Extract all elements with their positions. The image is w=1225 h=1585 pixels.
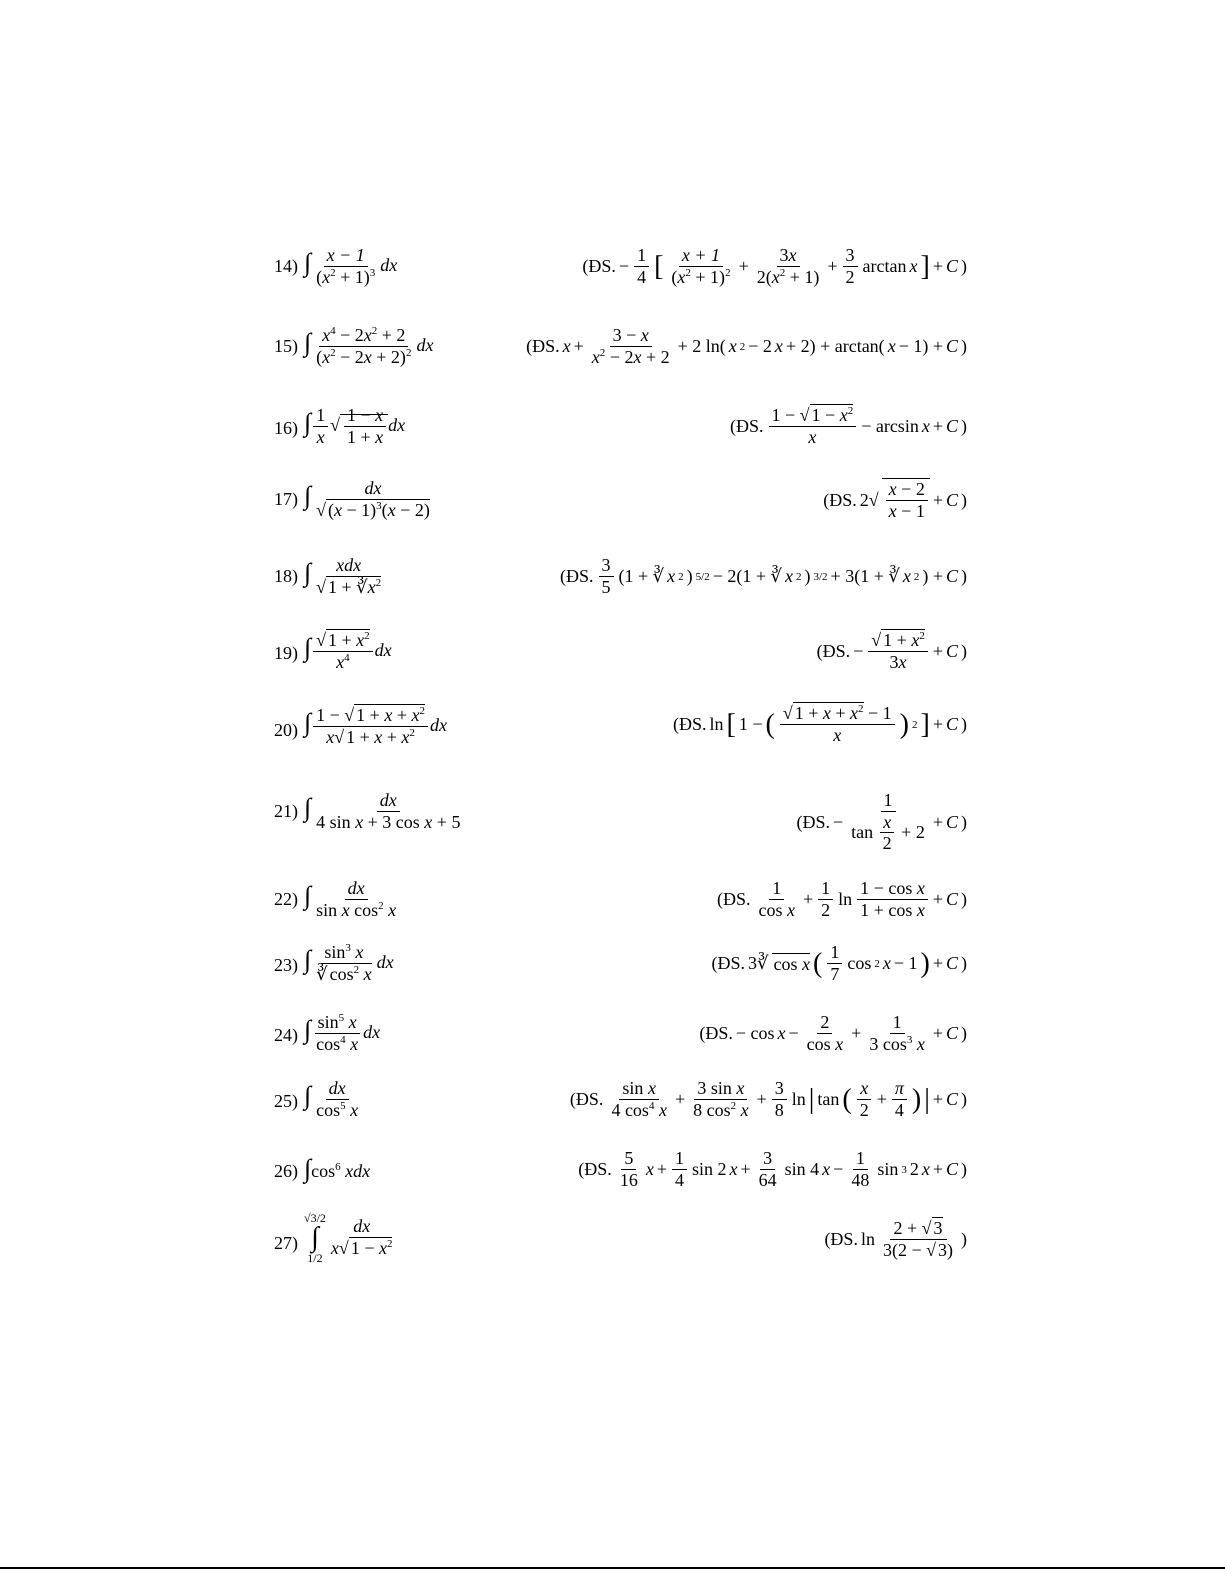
integral-expression: √3/2 ∫ 1/2 $\frac{dx}{x√ 1 - x^2}$ <box>304 1211 393 1265</box>
integral-expression: ∫ $\frac{\sin^5 x}{\cos^4 x}$ dx <box>304 1012 381 1054</box>
answer-prefix: (ĐS. <box>716 889 751 910</box>
answer-expression: (ĐS. 2√ $\frac{x - 2}{x - 1}$ + C ) <box>823 479 967 521</box>
answer-prefix: (ĐS. <box>823 489 857 510</box>
answer-prefix: (ĐS. <box>672 714 707 735</box>
answer-expression: (ĐS. 3∛ cos x ( $\frac{1}{7}$ cos 2 x − 1 ) + C ) <box>711 942 967 984</box>
answer-prefix: (ĐS. <box>560 566 594 587</box>
answer-expression: (ĐS. x + $\frac{3 - x}{x^2 - 2x + 2}$ + 2 ln( x 2 − 2 x + 2) + arctan( x − 1) + C ) <box>526 325 967 367</box>
answer-prefix: (ĐS. <box>729 416 764 437</box>
integral-expression: ∫ $\frac{dx}{√ (x - 1)^3(x - 2)}$ <box>304 478 430 520</box>
answer-prefix: (ĐS. <box>578 1159 612 1180</box>
problem-number: 21) <box>274 801 298 821</box>
answer-prefix: (ĐS. <box>711 953 746 974</box>
problem-number: 24) <box>274 1025 298 1045</box>
answer-expression: (ĐS. ln [ 1 − ( $\frac{√ 1 + x + x^2 - 1}{x}$ ) 2 ] + C ) <box>672 703 967 745</box>
integral-expression: ∫ $\frac{dx}{\sin x \cos^2 x}$ <box>304 878 397 920</box>
problem-number: 19) <box>274 643 298 663</box>
integral-expression: ∫ $\frac{\text{xdx}}{√ 1 + ∛x^2}$ <box>304 555 382 597</box>
integral-expression: ∫ $\frac{x - 1}{(x^2 + 1)^3}$ dx <box>304 245 398 287</box>
problem-number: 20) <box>274 720 298 740</box>
integral-expression: ∫ $\frac{dx}{\text{4 sin x + 3 cos x + 5}}$ <box>304 790 461 832</box>
problem-number: 14) <box>274 256 298 276</box>
integral-expression: ∫ $\frac{dx}{\cos^5 x}$ <box>304 1078 359 1120</box>
problem-number: 16) <box>274 418 298 438</box>
answer-expression: (ĐS. − $\frac{1}{4}$ [ $\frac{x + 1}{(x^2 + 1)^2}$ + $\frac{3x}{2(x^2 + 1)}$ + $\frac{3}{2}$ arctan x ] + C ) <box>582 245 967 287</box>
problem-number: 25) <box>274 1091 298 1111</box>
answer-expression: (ĐS. − 1 tan $\frac{x}{2}$ + 2 + C ) <box>796 790 967 854</box>
answer-expression: (ĐS. $\frac{3}{5}$ (1 + ∛ x 2 ) 5/2 − 2(1 + ∛ x 2 ) 3/2 + 3(1 + ∛ x 2 ) + C ) <box>560 555 967 597</box>
problem-number: 17) <box>274 489 298 509</box>
answer-expression: (ĐS. $\frac{1}{\text{cos x}}$ + $\frac{1}{2}$ ln $\frac{\text{1 − cos x}}{\text{1 + cos x}}$ + C ) <box>716 878 967 920</box>
answer-expression: (ĐS. ln $\frac{2 + √ 3}{3(2 - √ 3)}$ ) <box>824 1218 967 1260</box>
answer-expression: (ĐS. $\frac{5}{16}$ x + $\frac{1}{4}$ sin 2 x + $\frac{3}{64}$ sin 4 x − $\frac{1}{48}$ sin 3 2 x + C ) <box>578 1148 967 1190</box>
integral-expression: ∫ $\frac{x^4 - 2x^2 + 2}{(x^2 - 2x + 2)^2}$ dx <box>304 325 434 367</box>
integral-expression: ∫ $\frac{1}{x}$ √ $\frac{1 - x}{1 + x}$ dx <box>304 405 406 447</box>
answer-expression: (ĐS. $\frac{\text{sin x}}{4 \cos^4 x}$ + $\frac{\text{3 sin x}}{8 \cos^2 x}$ + $\frac{3}{8}$ ln | tan ( $\frac{x}{2}$ + $\frac{\pi}{4}$ ) | + C ) <box>569 1078 967 1120</box>
page-bottom-border <box>0 1567 1225 1569</box>
answer-prefix: (ĐS. <box>699 1023 733 1044</box>
problem-number: 15) <box>274 336 298 356</box>
problem-number: 18) <box>274 566 298 586</box>
problem-number: 22) <box>274 889 298 909</box>
answer-prefix: (ĐS. <box>526 336 560 357</box>
integral-expression: ∫ $\frac{1 - √ 1 + x + x^2}{x√ 1 + x + x^2}$ dx <box>304 705 447 747</box>
answer-expression: (ĐS. − $\frac{√ 1 + x^2}{3x}$ + C ) <box>816 630 967 672</box>
problem-number: 23) <box>274 955 298 975</box>
integral-expression: $\int\cos^6$ xdx <box>304 1154 371 1183</box>
answer-expression: (ĐS. − cos x − $\frac{2}{\text{cos x}}$ + $\frac{1}{3 \cos^3 x}$ + C ) <box>699 1012 967 1054</box>
integral-expression: ∫ $\frac{\sin^3 x}{∛ \cos^2 x}$ dx <box>304 942 394 984</box>
answer-prefix: (ĐS. <box>582 256 616 277</box>
integral-expression: ∫ $\frac{√ 1 + x^2}{x^4}$ dx <box>304 630 392 672</box>
problem-number: 27) <box>274 1233 298 1253</box>
answer-prefix: (ĐS. <box>816 641 851 662</box>
answer-prefix: (ĐS. <box>824 1229 858 1250</box>
answer-prefix: (ĐS. <box>569 1089 604 1110</box>
answer-expression: (ĐS. $\frac{1 - √ 1 - x^2}{x}$ − arcsin x + C ) <box>729 405 967 447</box>
answer-prefix: (ĐS. <box>796 811 831 832</box>
problem-number: 26) <box>274 1161 298 1181</box>
